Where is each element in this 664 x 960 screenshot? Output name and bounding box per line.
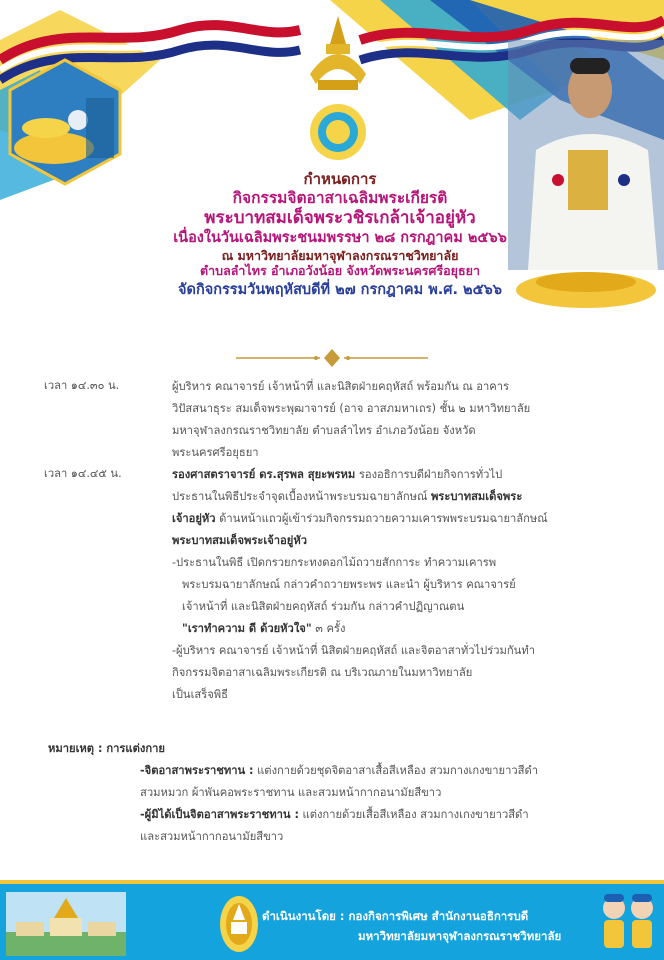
mascot-volunteers [596, 888, 660, 958]
notes-item-continued: และสวมหน้ากากอนามัยสีขาว [140, 830, 284, 843]
title-venue: ณ มหาวิทยาลัยมหาจุฬาลงกรณราชวิทยาลัย [221, 247, 459, 263]
schedule-detail [172, 376, 632, 464]
schedule-bold-text: เจ้าอยู่หัว [172, 512, 216, 525]
notes-item-text: แต่งกายด้วยเสื้อสีเหลือง สวมกางเกงขายาวสีดำ [298, 808, 529, 821]
footer-organizer-line1: ดำเนินงานโดย : กองกิจการพิเศษ สำนักงานอธิการบดี [262, 909, 529, 923]
notes-heading: หมายเหตุ : การแต่งกาย [48, 742, 165, 755]
dress-code-notes [48, 738, 628, 848]
title-activity: กิจกรรมจิตอาสาเฉลิมพระเกียรติ [232, 188, 448, 207]
schedule-time: เวลา ๑๔.๔๕ น. [44, 467, 122, 480]
schedule-line: พระนครศรีอยุธยา [172, 446, 259, 459]
notes-item [48, 804, 628, 826]
schedule-line: ผู้บริหาร คณาจารย์ เจ้าหน้าที่ และนิสิตฝ่ายคฤหัสถ์ พร้อมกัน ณ อาคาร [172, 380, 510, 393]
hexagon-photo [6, 58, 124, 186]
schedule-detail [172, 464, 632, 706]
schedule-line [172, 508, 632, 530]
title-king-name: พระบาทสมเด็จพระวชิรเกล้าเจ้าอยู่หัว [204, 208, 476, 229]
notes-item-label: -ผู้มิได้เป็นจิตอาสาพระราชทาน : [140, 808, 299, 821]
notes-item-label: -จิตอาสาพระราชทาน : [140, 764, 254, 777]
pledge-text: "เราทำความ ดี ด้วยหัวใจ" [182, 622, 312, 635]
campus-photo [6, 892, 126, 956]
schedule-line [172, 618, 632, 640]
schedule-text: ๓ ครั้ง [311, 622, 346, 635]
schedule-time: เวลา ๑๔.๓๐ น. [44, 379, 120, 392]
schedule-line [172, 464, 632, 486]
schedule-row [44, 376, 644, 464]
schedule-bold-text: พระบาทสมเด็จพระ [430, 490, 523, 503]
footer-organizer [262, 906, 592, 946]
schedule-line: กิจกรรมจิตอาสาเฉลิมพระเกียรติ ณ บริเวณภายในมหาวิทยาลัย [172, 666, 473, 679]
ornament-divider [232, 346, 432, 370]
title-date: จัดกิจกรรมวันพฤหัสบดีที่ ๒๗ กรกฎาคม พ.ศ. ๒๕๖๖ [178, 281, 502, 298]
notes-item [48, 760, 628, 782]
notes-item-continued: สวมหมวก ผ้าพันคอพระราชทาน และสวมหน้ากากอนามัยสีขาว [140, 786, 442, 799]
chairperson-name: รองศาสตราจารย์ ดร.สุรพล สุยะพรหม [172, 468, 356, 481]
schedule [44, 376, 644, 706]
schedule-line: มหาจุฬาลงกรณราชวิทยาลัย ตำบลลำไทร อำเภอวังน้อย จังหวัด [172, 424, 476, 437]
schedule-line: พระบรมฉายาลักษณ์ กล่าวคำถวายพระพร และนำ ผู้บริหาร คณาจารย์ [182, 578, 516, 591]
schedule-line: -ผู้บริหาร คณาจารย์ เจ้าหน้าที่ นิสิตฝ่ายคฤหัสถ์ และจิตอาสาทั่วไปร่วมกันทำ [172, 644, 535, 657]
notes-item-text: แต่งกายด้วยชุดจิตอาสาเสื้อสีเหลือง สวมกางเกงขายาวสีดำ [253, 764, 539, 777]
schedule-line: พระบาทสมเด็จพระเจ้าอยู่หัว [172, 534, 307, 547]
schedule-text: ด้านหน้าแถวผู้เข้าร่วมกิจกรรมถวายความเคารพพระบรมฉายาลักษณ์ [215, 512, 548, 525]
schedule-line [172, 486, 632, 508]
schedule-line: เจ้าหน้าที่ และนิสิตฝ่ายคฤหัสถ์ ร่วมกัน กล่าวคำปฏิญาณตน [182, 600, 465, 613]
title-block [80, 170, 600, 299]
title-location: ตำบลลำไทร อำเภอวังน้อย จังหวัดพระนครศรีอยุธยา [200, 263, 480, 279]
chairperson-title: รองอธิการบดีฝ่ายกิจการทั่วไป [355, 468, 503, 481]
university-logo-icon [218, 890, 260, 954]
schedule-line: -ประธานในพิธี เปิดกรวยกระทงดอกไม้ถวายสักการะ ทำความเคารพ [172, 556, 497, 569]
footer-organizer-line2: มหาวิทยาลัยมหาจุฬาลงกรณราชวิทยาลัย [358, 929, 562, 943]
schedule-text: ประธานในพิธีประจำจุดเบื้องหน้าพระบรมฉายาลักษณ์ [172, 490, 431, 503]
royal-emblem-icon [300, 14, 376, 164]
title-occasion: เนื่องในวันเฉลิมพระชนมพรรษา ๒๘ กรกฎาคม ๒๕๖๖ [173, 230, 507, 247]
schedule-line: วิปัสสนาธุระ สมเด็จพระพุฒาจารย์ (อาจ อาสภมหาเถร) ชั้น ๒ มหาวิทยาลัย [172, 402, 531, 415]
schedule-line: เป็นเสร็จพิธี [172, 688, 228, 701]
title-heading: กำหนดการ [303, 170, 377, 188]
schedule-row [44, 464, 644, 706]
